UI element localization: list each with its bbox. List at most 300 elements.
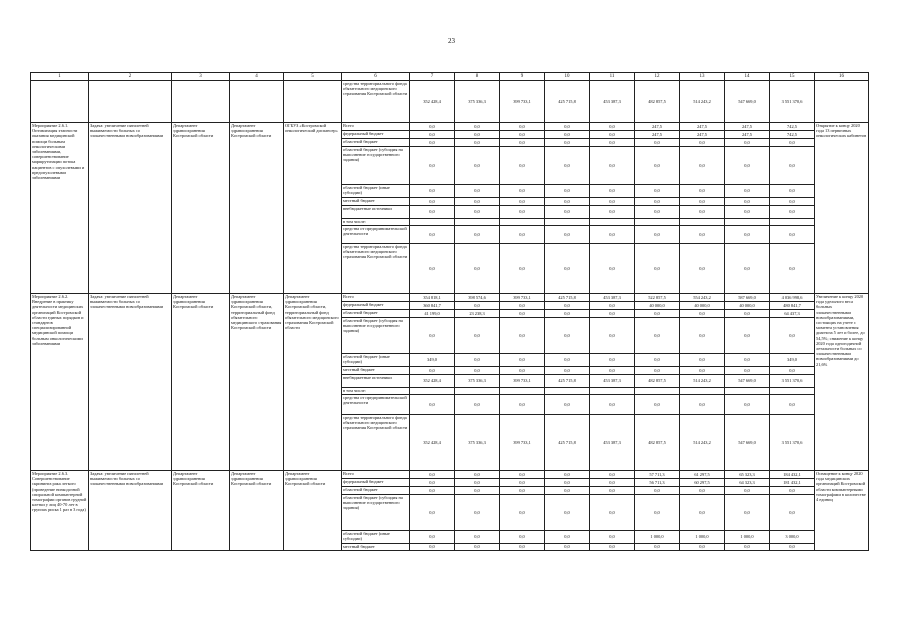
amount-cell: 0,0 <box>500 123 545 131</box>
amount-cell <box>770 388 815 395</box>
amount-cell <box>545 219 590 226</box>
amount-cell: 0,0 <box>410 185 455 198</box>
measure-cell <box>31 81 89 123</box>
measure-cell: Мероприятие 2.6.1. Оптимизация этапности оказания медицинской помощи больным онкологическими заболеваниями, совершенствование маршрутизации потока пациентов с опухолевыми и предопухолевыми заболеваниями <box>31 123 89 294</box>
amount-cell: 247,5 <box>635 131 680 139</box>
amount-cell: 0,0 <box>635 244 680 294</box>
amount-cell: 247,5 <box>725 123 770 131</box>
amount-cell: 0,0 <box>680 185 725 198</box>
executor-cell <box>172 81 230 123</box>
amount-cell: 0,0 <box>770 244 815 294</box>
measure-cell: Мероприятие 2.6.2. Внедрение в практику деятельности медицинских организаций Костромской области единых порядков и стандартов специализированной медицинской помощи больным онкологическими заболеваниями <box>31 294 89 471</box>
amount-cell: 0,0 <box>410 531 455 544</box>
amount-cell: 0,0 <box>680 206 725 219</box>
amount-cell: 0,0 <box>680 198 725 206</box>
amount-cell: 0,0 <box>770 318 815 354</box>
amount-cell: 0,0 <box>725 244 770 294</box>
funding-source-cell: средства территориального фонда обязательного медицинского страхования Костромской области <box>342 81 410 123</box>
column-number: 5 <box>284 73 342 81</box>
amount-cell: 0,0 <box>725 544 770 551</box>
amount-cell: 0,0 <box>545 123 590 131</box>
amount-cell: 480 841,7 <box>770 302 815 310</box>
amount-cell <box>680 388 725 395</box>
participant-cell: Департамент здравоохранения Костромской области, территориальный фонд обязательного медицинского страхования Костромской области <box>284 294 342 471</box>
amount-cell: 0,0 <box>545 531 590 544</box>
amount-cell: 184 432,1 <box>770 471 815 479</box>
amount-cell <box>635 219 680 226</box>
amount-cell: 0,0 <box>590 244 635 294</box>
amount-cell: 425 715,8 <box>545 294 590 302</box>
executor-cell: Департамент здравоохранения Костромской области <box>172 471 230 551</box>
amount-cell <box>455 388 500 395</box>
amount-cell: 0,0 <box>410 395 455 415</box>
amount-cell: 0,0 <box>590 318 635 354</box>
column-number: 4 <box>230 73 284 81</box>
amount-cell: 0,0 <box>500 198 545 206</box>
amount-cell: 0,0 <box>725 206 770 219</box>
funding-source-cell: Всего <box>342 294 410 302</box>
amount-cell: 0,0 <box>590 310 635 318</box>
amount-cell: 0,0 <box>680 226 725 244</box>
amount-cell: 0,0 <box>500 544 545 551</box>
page-number: 23 <box>448 37 455 45</box>
amount-cell: 0,0 <box>500 131 545 139</box>
funding-source-cell: областной бюджет <box>342 139 410 147</box>
amount-cell: 0,0 <box>635 395 680 415</box>
amount-cell: 375 336,3 <box>455 375 500 388</box>
amount-cell: 247,5 <box>635 123 680 131</box>
amount-cell: 514 243,2 <box>680 415 725 471</box>
amount-cell: 0,0 <box>635 544 680 551</box>
amount-cell: 354 818,1 <box>410 294 455 302</box>
column-number: 14 <box>725 73 770 81</box>
budget-table <box>30 72 869 551</box>
amount-cell: 57 711,3 <box>635 471 680 479</box>
amount-cell: 0,0 <box>455 487 500 495</box>
amount-cell: 0,0 <box>455 471 500 479</box>
amount-cell: 0,0 <box>455 318 500 354</box>
amount-cell: 352 428,4 <box>410 415 455 471</box>
task-cell: Задача: увеличение пятилетней выживаемости больных со злокачественными новообразованиями <box>89 123 172 294</box>
participant-cell: ОГБУЗ «Костромской онкологический диспансер» <box>284 123 342 294</box>
amount-cell: 0,0 <box>725 487 770 495</box>
executor-cell: Департамент здравоохранения Костромской области <box>172 294 230 471</box>
coexecutor-cell: Департамент здравоохранения Костромской области <box>230 123 284 294</box>
amount-cell: 0,0 <box>410 479 455 487</box>
amount-cell: 0,0 <box>680 354 725 367</box>
amount-cell: 482 857,5 <box>635 81 680 123</box>
amount-cell: 0,0 <box>590 495 635 531</box>
amount-cell: 0,0 <box>455 354 500 367</box>
amount-cell: 64 323,3 <box>725 479 770 487</box>
amount-cell: 0,0 <box>545 310 590 318</box>
amount-cell <box>500 219 545 226</box>
amount-cell: 0,0 <box>725 226 770 244</box>
amount-cell: 0,0 <box>410 244 455 294</box>
expected-result-cell: Открытие к концу 2020 года 13 первичных онкологических кабинетов <box>815 123 869 294</box>
amount-cell: 0,0 <box>545 198 590 206</box>
amount-cell: 0,0 <box>545 302 590 310</box>
amount-cell: 0,0 <box>455 302 500 310</box>
amount-cell: 41 199,0 <box>410 310 455 318</box>
amount-cell: 0,0 <box>635 487 680 495</box>
amount-cell: 40 000,0 <box>725 302 770 310</box>
amount-cell: 0,0 <box>500 147 545 185</box>
amount-cell: 0,0 <box>455 395 500 415</box>
amount-cell: 0,0 <box>725 354 770 367</box>
amount-cell: 0,0 <box>680 367 725 375</box>
amount-cell: 742,5 <box>770 131 815 139</box>
amount-cell: 64 437,3 <box>770 310 815 318</box>
amount-cell: 482 857,5 <box>635 375 680 388</box>
funding-source-cell: областной бюджет (иные субсидии) <box>342 185 410 198</box>
amount-cell: 0,0 <box>545 206 590 219</box>
participant-cell: Департамент здравоохранения Костромской области <box>284 471 342 551</box>
coexecutor-cell <box>230 81 284 123</box>
amount-cell: 399 733,1 <box>500 415 545 471</box>
funding-source-cell: федеральный бюджет <box>342 479 410 487</box>
amount-cell: 0,0 <box>590 471 635 479</box>
amount-cell: 23 238,3 <box>455 310 500 318</box>
amount-cell <box>590 219 635 226</box>
amount-cell: 0,0 <box>545 354 590 367</box>
amount-cell: 0,0 <box>455 495 500 531</box>
measure-cell: Мероприятие 2.6.3. Совершенствование скрининга рака легкого (проведение низкодозной спиральной компьютерной томографии органов грудной клетки у лиц 40-70 лет в группах риска 1 раз в 3 года) <box>31 471 89 551</box>
amount-cell: 0,0 <box>770 198 815 206</box>
amount-cell: 0,0 <box>500 206 545 219</box>
amount-cell: 0,0 <box>455 123 500 131</box>
amount-cell: 425 715,8 <box>545 375 590 388</box>
amount-cell: 0,0 <box>590 206 635 219</box>
amount-cell: 0,0 <box>500 302 545 310</box>
task-cell: Задача: увеличение пятилетней выживаемости больных со злокачественными новообразованиями <box>89 294 172 471</box>
amount-cell: 40 000,0 <box>635 302 680 310</box>
amount-cell: 0,0 <box>500 479 545 487</box>
funding-source-cell: областной бюджет (субсидия на выполнение государственного задания) <box>342 495 410 531</box>
amount-cell <box>455 219 500 226</box>
amount-cell: 0,0 <box>590 226 635 244</box>
amount-cell: 0,0 <box>590 198 635 206</box>
coexecutor-cell: Департамент здравоохранения Костромской области <box>230 471 284 551</box>
amount-cell: 349,0 <box>770 354 815 367</box>
amount-cell: 453 387,3 <box>590 415 635 471</box>
funding-source-cell: федеральный бюджет <box>342 131 410 139</box>
amount-cell: 425 715,8 <box>545 415 590 471</box>
amount-cell: 0,0 <box>410 487 455 495</box>
amount-cell: 0,0 <box>635 139 680 147</box>
amount-cell <box>635 388 680 395</box>
amount-cell: 514 243,2 <box>680 81 725 123</box>
amount-cell: 65 323,3 <box>725 471 770 479</box>
amount-cell: 522 857,5 <box>635 294 680 302</box>
amount-cell: 0,0 <box>500 244 545 294</box>
amount-cell: 360 841,7 <box>410 302 455 310</box>
amount-cell: 40 000,0 <box>680 302 725 310</box>
amount-cell: 375 336,3 <box>455 81 500 123</box>
amount-cell: 0,0 <box>545 139 590 147</box>
amount-cell: 0,0 <box>680 487 725 495</box>
amount-cell: 0,0 <box>410 471 455 479</box>
amount-cell: 0,0 <box>590 139 635 147</box>
amount-cell: 0,0 <box>725 310 770 318</box>
amount-cell: 0,0 <box>500 367 545 375</box>
amount-cell: 0,0 <box>680 318 725 354</box>
amount-cell: 0,0 <box>545 471 590 479</box>
task-cell: Задача: увеличение пятилетней выживаемости больных со злокачественными новообразованиями <box>89 471 172 551</box>
amount-cell: 0,0 <box>500 310 545 318</box>
amount-cell: 425 715,8 <box>545 81 590 123</box>
amount-cell: 0,0 <box>500 395 545 415</box>
amount-cell: 352 428,4 <box>410 81 455 123</box>
amount-cell: 0,0 <box>725 318 770 354</box>
table-row <box>31 471 869 479</box>
amount-cell: 0,0 <box>455 544 500 551</box>
amount-cell: 0,0 <box>725 147 770 185</box>
amount-cell <box>680 219 725 226</box>
amount-cell: 0,0 <box>635 354 680 367</box>
table-row <box>31 294 869 302</box>
amount-cell: 0,0 <box>770 206 815 219</box>
funding-source-cell: средства от предпринимательской деятельности <box>342 226 410 244</box>
amount-cell: 0,0 <box>680 147 725 185</box>
column-number: 16 <box>815 73 869 81</box>
amount-cell: 0,0 <box>455 139 500 147</box>
amount-cell: 0,0 <box>500 531 545 544</box>
amount-cell: 1 000,0 <box>680 531 725 544</box>
amount-cell: 0,0 <box>770 226 815 244</box>
amount-cell: 0,0 <box>635 226 680 244</box>
amount-cell: 375 336,3 <box>455 415 500 471</box>
funding-source-cell: внебюджетные источники <box>342 206 410 219</box>
amount-cell: 0,0 <box>545 185 590 198</box>
amount-cell: 0,0 <box>635 198 680 206</box>
funding-source-cell: федеральный бюджет <box>342 302 410 310</box>
amount-cell: 0,0 <box>725 367 770 375</box>
amount-cell: 0,0 <box>500 185 545 198</box>
funding-source-cell: областной бюджет (субсидия на выполнение государственного задания) <box>342 318 410 354</box>
amount-cell: 0,0 <box>410 139 455 147</box>
amount-cell: 0,0 <box>455 531 500 544</box>
amount-cell: 0,0 <box>410 206 455 219</box>
amount-cell: 247,5 <box>725 131 770 139</box>
column-number: 8 <box>455 73 500 81</box>
amount-cell: 0,0 <box>770 367 815 375</box>
amount-cell: 0,0 <box>545 495 590 531</box>
amount-cell: 0,0 <box>770 139 815 147</box>
funding-source-cell: местный бюджет <box>342 367 410 375</box>
amount-cell <box>725 219 770 226</box>
amount-cell: 0,0 <box>410 318 455 354</box>
amount-cell <box>770 219 815 226</box>
amount-cell: 0,0 <box>590 487 635 495</box>
funding-source-cell: в том числе: <box>342 388 410 395</box>
amount-cell: 0,0 <box>500 354 545 367</box>
participant-cell <box>284 81 342 123</box>
expected-result-cell <box>815 81 869 123</box>
amount-cell: 0,0 <box>410 123 455 131</box>
amount-cell: 0,0 <box>455 479 500 487</box>
amount-cell: 0,0 <box>410 367 455 375</box>
amount-cell: 0,0 <box>680 244 725 294</box>
amount-cell: 3 000,0 <box>770 531 815 544</box>
amount-cell: 0,0 <box>500 139 545 147</box>
amount-cell: 0,0 <box>455 244 500 294</box>
amount-cell: 0,0 <box>725 139 770 147</box>
amount-cell: 0,0 <box>500 487 545 495</box>
amount-cell: 0,0 <box>545 131 590 139</box>
amount-cell: 0,0 <box>455 206 500 219</box>
amount-cell: 0,0 <box>770 185 815 198</box>
amount-cell: 0,0 <box>410 226 455 244</box>
amount-cell: 0,0 <box>635 185 680 198</box>
amount-cell: 0,0 <box>590 131 635 139</box>
amount-cell: 60 297,5 <box>680 479 725 487</box>
amount-cell: 0,0 <box>455 198 500 206</box>
amount-cell: 0,0 <box>500 318 545 354</box>
amount-cell: 247,5 <box>680 131 725 139</box>
amount-cell: 0,0 <box>590 395 635 415</box>
amount-cell: 0,0 <box>725 198 770 206</box>
amount-cell: 398 574,6 <box>455 294 500 302</box>
amount-cell: 0,0 <box>680 310 725 318</box>
amount-cell: 0,0 <box>770 495 815 531</box>
column-number: 1 <box>31 73 89 81</box>
funding-source-cell: областной бюджет (субсидия на выполнение государственного задания) <box>342 147 410 185</box>
column-number-row <box>31 73 869 81</box>
amount-cell: 0,0 <box>770 147 815 185</box>
amount-cell: 3 551 370,6 <box>770 375 815 388</box>
amount-cell: 587 669,0 <box>725 294 770 302</box>
amount-cell: 0,0 <box>725 395 770 415</box>
amount-cell: 0,0 <box>770 487 815 495</box>
amount-cell: 547 669,0 <box>725 81 770 123</box>
amount-cell: 0,0 <box>545 487 590 495</box>
amount-cell <box>725 388 770 395</box>
amount-cell <box>590 388 635 395</box>
expected-result-cell: Оснащение к концу 2020 года медицинских организаций Костромской области компьютерными томографами в количестве 4 единиц <box>815 471 869 551</box>
amount-cell: 56 711,3 <box>635 479 680 487</box>
amount-cell <box>500 388 545 395</box>
amount-cell: 0,0 <box>635 310 680 318</box>
amount-cell: 0,0 <box>545 244 590 294</box>
amount-cell <box>410 219 455 226</box>
amount-cell: 0,0 <box>500 471 545 479</box>
amount-cell: 0,0 <box>590 544 635 551</box>
column-number: 12 <box>635 73 680 81</box>
funding-source-cell: областной бюджет <box>342 487 410 495</box>
task-cell <box>89 81 172 123</box>
column-number: 9 <box>500 73 545 81</box>
amount-cell: 0,0 <box>770 544 815 551</box>
amount-cell: 247,5 <box>680 123 725 131</box>
amount-cell: 0,0 <box>410 544 455 551</box>
column-number: 2 <box>89 73 172 81</box>
amount-cell: 0,0 <box>590 147 635 185</box>
amount-cell: 0,0 <box>590 354 635 367</box>
amount-cell: 0,0 <box>635 318 680 354</box>
amount-cell <box>410 388 455 395</box>
column-number: 7 <box>410 73 455 81</box>
amount-cell: 61 297,5 <box>680 471 725 479</box>
amount-cell: 453 387,3 <box>590 81 635 123</box>
amount-cell: 0,0 <box>590 479 635 487</box>
funding-source-cell: Всего <box>342 471 410 479</box>
expected-result-cell: Увеличение к концу 2020 года удельного веса больных злокачественными новообразованиями, состоящих на учете с момента установления диагноза 5 лет и более, до 54,5%; снижение к концу 2020 года одногодичной летальности больных со злокачественными новообразованиями до 21,6% <box>815 294 869 471</box>
amount-cell: 0,0 <box>680 495 725 531</box>
amount-cell: 453 387,3 <box>590 375 635 388</box>
column-number: 15 <box>770 73 815 81</box>
amount-cell: 0,0 <box>770 395 815 415</box>
amount-cell: 0,0 <box>410 131 455 139</box>
amount-cell: 482 857,5 <box>635 415 680 471</box>
amount-cell: 0,0 <box>590 367 635 375</box>
column-number: 13 <box>680 73 725 81</box>
amount-cell: 0,0 <box>545 147 590 185</box>
amount-cell: 352 428,4 <box>410 375 455 388</box>
amount-cell: 0,0 <box>590 302 635 310</box>
amount-cell: 0,0 <box>410 198 455 206</box>
funding-source-cell: средства территориального фонда обязательного медицинского страхования Костромской области <box>342 244 410 294</box>
amount-cell: 399 733,1 <box>500 81 545 123</box>
amount-cell: 181 432,1 <box>770 479 815 487</box>
amount-cell: 0,0 <box>455 185 500 198</box>
amount-cell: 0,0 <box>455 147 500 185</box>
amount-cell: 0,0 <box>725 495 770 531</box>
amount-cell: 0,0 <box>635 367 680 375</box>
amount-cell: 399 733,1 <box>500 294 545 302</box>
amount-cell: 0,0 <box>455 367 500 375</box>
funding-source-cell: местный бюджет <box>342 544 410 551</box>
coexecutor-cell: Департамент здравоохранения Костромской области, территориальный фонд обязательного медицинского страхования Костромской области <box>230 294 284 471</box>
funding-source-cell: областной бюджет (иные субсидии) <box>342 354 410 367</box>
amount-cell: 742,5 <box>770 123 815 131</box>
amount-cell: 0,0 <box>680 139 725 147</box>
funding-source-cell: средства территориального фонда обязательного медицинского страхования Костромской области <box>342 415 410 471</box>
column-number: 10 <box>545 73 590 81</box>
funding-source-cell: Всего <box>342 123 410 131</box>
amount-cell: 0,0 <box>590 123 635 131</box>
amount-cell: 1 000,0 <box>725 531 770 544</box>
amount-cell: 0,0 <box>545 479 590 487</box>
column-number: 6 <box>342 73 410 81</box>
amount-cell: 0,0 <box>635 495 680 531</box>
amount-cell: 0,0 <box>410 495 455 531</box>
table-row <box>31 123 869 131</box>
amount-cell: 0,0 <box>500 226 545 244</box>
amount-cell: 0,0 <box>725 185 770 198</box>
amount-cell: 4 036 998,6 <box>770 294 815 302</box>
funding-source-cell: местный бюджет <box>342 198 410 206</box>
amount-cell: 0,0 <box>635 147 680 185</box>
amount-cell: 3 551 370,6 <box>770 81 815 123</box>
amount-cell: 0,0 <box>590 531 635 544</box>
amount-cell: 0,0 <box>590 185 635 198</box>
amount-cell: 453 387,3 <box>590 294 635 302</box>
amount-cell: 0,0 <box>545 395 590 415</box>
amount-cell: 0,0 <box>545 318 590 354</box>
amount-cell: 349,0 <box>410 354 455 367</box>
amount-cell: 547 669,0 <box>725 375 770 388</box>
executor-cell: Департамент здравоохранения Костромской области <box>172 123 230 294</box>
amount-cell: 554 243,2 <box>680 294 725 302</box>
amount-cell: 0,0 <box>635 206 680 219</box>
amount-cell: 1 000,0 <box>635 531 680 544</box>
funding-source-cell: внебюджетные источники <box>342 375 410 388</box>
amount-cell: 514 243,2 <box>680 375 725 388</box>
amount-cell: 0,0 <box>680 395 725 415</box>
funding-source-cell: в том числе: <box>342 219 410 226</box>
amount-cell: 0,0 <box>500 495 545 531</box>
